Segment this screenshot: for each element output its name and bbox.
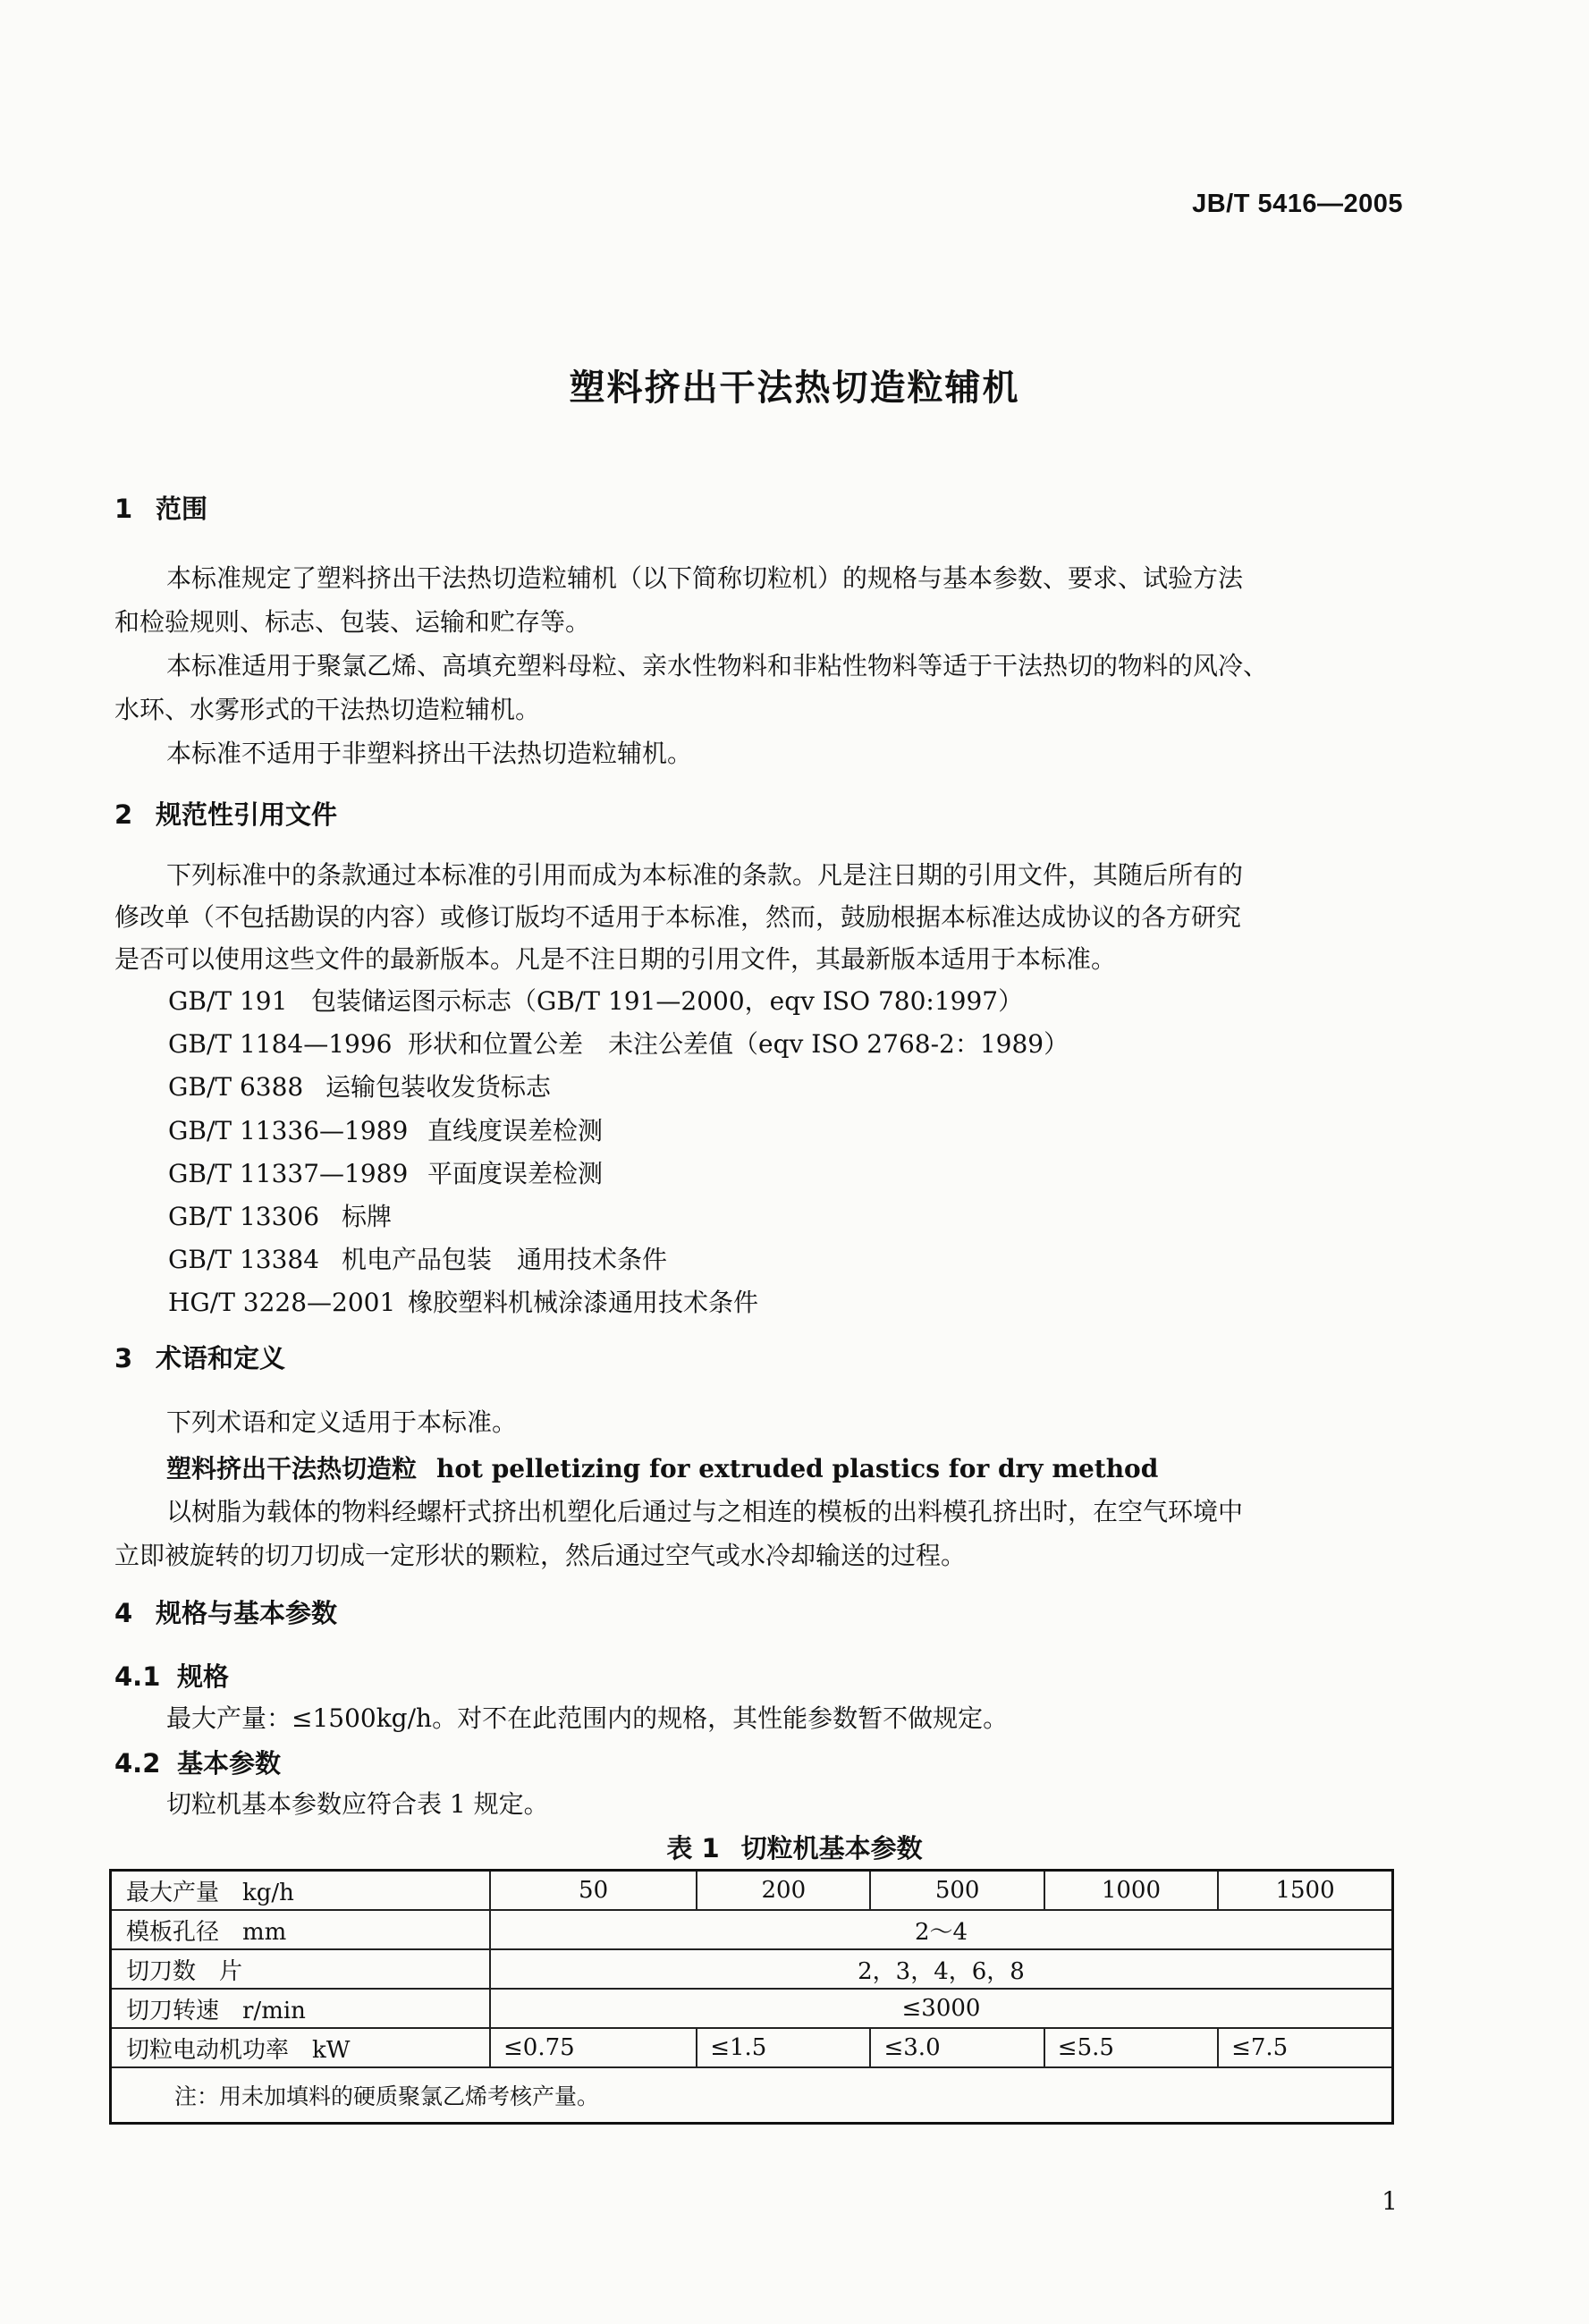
table-cell: 1500 — [1218, 1871, 1392, 1911]
section-number: 2 — [114, 799, 133, 830]
table-caption — [0, 1829, 1589, 1865]
table-cell: 500 — [870, 1871, 1044, 1911]
section-title: 基本参数 — [177, 1748, 282, 1779]
table-cell: 2，3，4，6，8 — [490, 1949, 1393, 1989]
paragraph: 修改单（不包括勘误的内容）或修订版均不适用于本标准，然而，鼓励根据本标准达成协议的各方研究 — [114, 902, 1242, 932]
reference-code: GB/T 13384 — [168, 1245, 320, 1275]
row-label: 模板孔径 mm — [111, 1910, 491, 1949]
reference-title: 机电产品包装 通用技术条件 — [342, 1245, 668, 1275]
paragraph: 本标准适用于聚氯乙烯、高填充塑料母粒、亲水性物料和非粘性物料等适于干法热切的物料的风冷、 — [166, 651, 1269, 680]
row-label: 最大产量 kg/h — [111, 1871, 491, 1911]
reference-item — [168, 1281, 1069, 1324]
reference-title: 运输包装收发货标志 — [325, 1072, 552, 1103]
table-cell: ≤3000 — [490, 1989, 1393, 2028]
reference-item — [168, 980, 1069, 1023]
paragraph: 和检验规则、标志、包装、运输和贮存等。 — [114, 607, 591, 637]
reference-code: GB/T 11336—1989 — [168, 1115, 409, 1145]
table-cell: 200 — [697, 1871, 870, 1911]
reference-code: GB/T 13306 — [168, 1202, 320, 1232]
row-label: 切刀数 片 — [111, 1949, 491, 1989]
table-row — [111, 1871, 1393, 1911]
paragraph: 水环、水雾形式的干法热切造粒辅机。 — [114, 695, 541, 724]
reference-item — [168, 1066, 1069, 1109]
table-number: 表 1 — [666, 1833, 720, 1863]
term-entry — [166, 1449, 1158, 1485]
paragraph: 是否可以使用这些文件的最新版本。凡是不注日期的引用文件，其最新版本适用于本标准。 — [114, 944, 1117, 974]
section-title: 规格与基本参数 — [156, 1598, 338, 1628]
paragraph: 下列术语和定义适用于本标准。 — [166, 1407, 518, 1437]
section-number: 4.1 — [114, 1661, 161, 1692]
reference-code: HG/T 3228—2001 — [168, 1288, 396, 1318]
parameters-table — [109, 1869, 1394, 2125]
reference-title: 直线度误差检测 — [427, 1115, 604, 1145]
reference-item — [168, 1153, 1069, 1196]
table-note: 注：用未加填料的硬质聚氯乙烯考核产量。 — [111, 2067, 1393, 2124]
reference-title: 包装储运图示标志（GB/T 191—2000，eqv ISO 780:1997） — [311, 986, 1024, 1016]
reference-item — [168, 1110, 1069, 1153]
reference-item — [168, 1238, 1069, 1281]
paragraph: 下列标准中的条款通过本标准的引用而成为本标准的条款。凡是注日期的引用文件，其随后所有的 — [166, 860, 1244, 890]
section-2-heading — [114, 795, 337, 832]
table-cell: 2～4 — [490, 1910, 1393, 1949]
section-title: 规范性引用文件 — [156, 799, 338, 830]
section-3-heading — [114, 1339, 285, 1375]
paragraph: 以树脂为载体的物料经螺杆式挤出机塑化后通过与之相连的模板的出料模孔挤出时，在空气环境中 — [166, 1497, 1244, 1526]
reference-code: GB/T 6388 — [168, 1072, 304, 1103]
table-cell: ≤5.5 — [1044, 2028, 1218, 2067]
reference-code: GB/T 191 — [168, 986, 288, 1016]
term-english: hot pelletizing for extruded plastics for dry method — [436, 1454, 1159, 1483]
section-4-heading — [114, 1593, 337, 1630]
reference-code: GB/T 11337—1989 — [168, 1158, 409, 1188]
table-cell: 50 — [490, 1871, 697, 1911]
reference-title: 平面度误差检测 — [427, 1158, 604, 1188]
table-cell: ≤1.5 — [697, 2028, 870, 2067]
document-title: 塑料挤出干法热切造粒辅机 — [569, 368, 1020, 409]
page-number: 1 — [1382, 2186, 1398, 2216]
standard-number: JB/T 5416—2005 — [1192, 190, 1403, 218]
reference-title: 标牌 — [342, 1202, 393, 1232]
reference-code: GB/T 1184—1996 — [168, 1029, 393, 1060]
table-row — [111, 1949, 1393, 1989]
paragraph: 切粒机基本参数应符合表 1 规定。 — [166, 1789, 549, 1819]
table-row — [111, 1989, 1393, 2028]
paragraph: 立即被旋转的切刀切成一定形状的颗粒，然后通过空气或水冷却输送的过程。 — [114, 1541, 967, 1570]
reference-list — [168, 980, 1069, 1325]
reference-item — [168, 1023, 1069, 1066]
section-title: 术语和定义 — [156, 1343, 286, 1373]
section-title: 范围 — [156, 494, 208, 524]
reference-title: 橡胶塑料机械涂漆通用技术条件 — [408, 1288, 759, 1318]
term-chinese: 塑料挤出干法热切造粒 — [166, 1454, 418, 1483]
table-title: 切粒机基本参数 — [740, 1833, 923, 1863]
section-4-2-heading — [114, 1744, 281, 1780]
section-number: 4.2 — [114, 1748, 161, 1779]
table-cell: 1000 — [1044, 1871, 1218, 1911]
section-title: 规格 — [177, 1661, 230, 1692]
section-4-1-heading — [114, 1657, 229, 1694]
section-number: 4 — [114, 1598, 133, 1628]
section-number: 3 — [114, 1343, 133, 1373]
table-cell: ≤3.0 — [870, 2028, 1044, 2067]
row-label: 切粒电动机功率 kW — [111, 2028, 491, 2067]
table-row — [111, 1910, 1393, 1949]
table-row — [111, 2067, 1393, 2124]
section-1-heading — [114, 489, 207, 526]
paragraph: 本标准不适用于非塑料挤出干法热切造粒辅机。 — [166, 739, 693, 768]
row-label: 切刀转速 r/min — [111, 1989, 491, 2028]
paragraph: 本标准规定了塑料挤出干法热切造粒辅机（以下简称切粒机）的规格与基本参数、要求、试验方法 — [166, 563, 1244, 593]
reference-item — [168, 1196, 1069, 1238]
table-cell: ≤0.75 — [490, 2028, 697, 2067]
paragraph: 最大产量：≤1500kg/h。对不在此范围内的规格，其性能参数暂不做规定。 — [166, 1703, 1009, 1733]
reference-title: 形状和位置公差 未注公差值（eqv ISO 2768-2：1989） — [408, 1029, 1069, 1060]
section-number: 1 — [114, 494, 133, 524]
table-row — [111, 2028, 1393, 2067]
table-cell: ≤7.5 — [1218, 2028, 1392, 2067]
